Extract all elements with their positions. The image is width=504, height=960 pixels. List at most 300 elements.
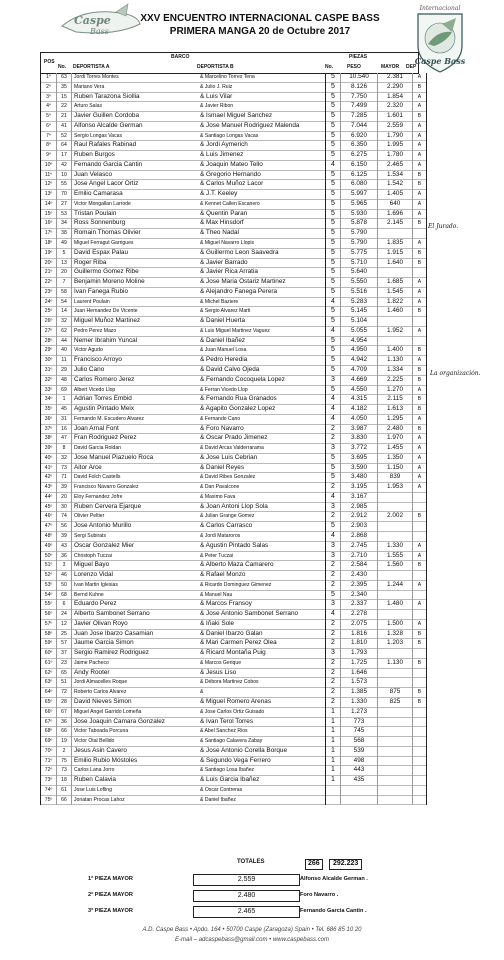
table-row (41, 785, 427, 795)
col-barco: BARCO (171, 54, 190, 60)
row-angler-a: Javier Guillen Cordoba (74, 112, 140, 120)
row-biggest: 1.400 (378, 346, 413, 356)
row-position: 45º (41, 502, 57, 512)
row-position: 41º (41, 463, 57, 473)
totals-weight: 292.223 (329, 859, 362, 870)
row-biggest: 1.542 (378, 180, 413, 190)
row-dep: A (413, 356, 427, 366)
row-pieces: 4 (326, 297, 341, 307)
row-boat-number: 66 (57, 795, 72, 805)
row-boat-number: 74 (57, 512, 72, 522)
row-angler-a: Sergi Subirats (74, 532, 106, 539)
row-angler-b: & Alejandro Fanega Perera (200, 287, 326, 297)
table-row (41, 297, 427, 307)
row-boat-number: 7 (57, 278, 72, 288)
row-biggest: 1.601 (378, 112, 413, 122)
row-angler-b: & Julio J. Ruiz (200, 82, 326, 92)
row-weight: 4.950 (341, 346, 378, 356)
row-pieces: 5 (326, 278, 341, 288)
table-row (41, 668, 427, 678)
row-boat-number: 65 (57, 668, 72, 678)
row-dep: B (413, 112, 427, 122)
row-angler-b: & Fernando Cocoquela Lopez (200, 375, 326, 385)
row-dep (413, 746, 427, 756)
row-pieces: 1 (326, 737, 341, 747)
row-weight: 3.830 (341, 434, 378, 444)
row-biggest (378, 707, 413, 717)
row-position: 24º (41, 297, 57, 307)
row-weight: 7.044 (341, 121, 378, 131)
row-position: 14º (41, 199, 57, 209)
row-dep: B (413, 82, 427, 92)
row-weight: 2.985 (341, 502, 378, 512)
row-boat-number: 52 (57, 131, 72, 141)
row-pieces: 1 (326, 717, 341, 727)
row-angler-a: Oscar Gonzalez Mier (74, 541, 135, 549)
row-biggest: 1.970 (378, 434, 413, 444)
row-boat-number: 18 (57, 776, 72, 786)
row-biggest: 2.320 (378, 102, 413, 112)
row-dep: A (413, 102, 427, 112)
row-angler-a: Olivier Peltier (74, 513, 105, 520)
row-dep (413, 522, 427, 532)
row-dep: B (413, 170, 427, 180)
row-angler-b: & (200, 688, 326, 698)
row-angler-a: Francisco Navarro Gonzalez (74, 484, 139, 491)
row-position: 7º (41, 131, 57, 141)
row-biggest: 1.130 (378, 356, 413, 366)
row-dep: B (413, 688, 427, 698)
row-biggest (378, 268, 413, 278)
row-angler-a: Jaime Pacheco (74, 659, 109, 666)
row-position: 20º (41, 258, 57, 268)
table-row (41, 414, 427, 424)
row-dep: B (413, 248, 427, 258)
row-position: 23º (41, 287, 57, 297)
row-biggest: 1.953 (378, 483, 413, 493)
row-boat-number: 30 (57, 502, 72, 512)
row-boat-number: 35 (57, 82, 72, 92)
row-biggest: 1.613 (378, 405, 413, 415)
row-angler-b: & Ismael Miguel Sanchez (200, 112, 326, 122)
row-position: 63º (41, 678, 57, 688)
row-biggest (378, 737, 413, 747)
row-angler-a: Fernando Garcia Cantin (74, 160, 143, 168)
row-angler-b: & Jordi Mataroros (200, 531, 326, 541)
row-angler-b: & Santiago Losa Ibañez (200, 766, 326, 776)
row-position: 2º (41, 82, 57, 92)
col-piezas: PIEZAS (349, 54, 368, 60)
row-angler-a: Jonatan Procas Lahoz (74, 796, 125, 803)
row-boat-number: 58 (57, 287, 72, 297)
row-angler-b: & Joaquin Mateo Tello (200, 160, 326, 170)
row-position: 26º (41, 317, 57, 327)
row-angler-a: Ivan Martin Iglesias (74, 581, 118, 588)
row-angler-b: & Javier Ribon (200, 102, 326, 112)
row-boat-number: 5 (57, 248, 72, 258)
row-position: 69º (41, 737, 57, 747)
row-boat-number: 32 (57, 317, 72, 327)
row-dep (413, 776, 427, 786)
row-boat-number: 3 (57, 561, 72, 571)
row-pieces: 5 (326, 73, 341, 82)
row-position: 27º (41, 326, 57, 336)
row-boat-number: 69 (57, 385, 72, 395)
row-pieces: 2 (326, 668, 341, 678)
row-dep (413, 268, 427, 278)
row-biggest: 1.555 (378, 551, 413, 561)
row-dep: A (413, 414, 427, 424)
row-angler-b: & Oscar Prado Jimenez (200, 434, 326, 444)
row-weight: 5.878 (341, 219, 378, 229)
row-biggest: 1.952 (378, 326, 413, 336)
row-pieces: 5 (326, 307, 341, 317)
row-pieces: 2 (326, 698, 341, 708)
row-pieces: 2 (326, 424, 341, 434)
row-angler-b: & Carlos Carrasco (200, 522, 326, 532)
table-row (41, 688, 427, 698)
row-biggest: 1.696 (378, 209, 413, 219)
row-boat-number: 71 (57, 473, 72, 483)
row-pieces: 3 (326, 444, 341, 454)
row-angler-a: Ross Sonnenburg (74, 219, 126, 227)
row-boat-number: 20 (57, 268, 72, 278)
row-biggest: 2.381 (378, 73, 413, 82)
row-angler-b: & Agustin Pintado Salas (200, 541, 326, 551)
row-biggest (378, 229, 413, 239)
row-angler-a: Roger Riba (74, 258, 107, 266)
row-weight: 3.480 (341, 473, 378, 483)
row-biggest (378, 590, 413, 600)
row-biggest (378, 766, 413, 776)
row-biggest: 1.295 (378, 414, 413, 424)
results-table (40, 73, 427, 805)
row-pieces: 5 (326, 317, 341, 327)
row-weight: 435 (341, 776, 378, 786)
row-position: 64º (41, 688, 57, 698)
prize-2-label: 2ª PIEZA MAYOR (88, 892, 133, 898)
row-biggest: 1.460 (378, 307, 413, 317)
row-dep: A (413, 92, 427, 102)
table-row (41, 356, 427, 366)
row-position: 60º (41, 649, 57, 659)
row-weight: 6.080 (341, 180, 378, 190)
row-pieces: 2 (326, 688, 341, 698)
row-weight: 5.550 (341, 278, 378, 288)
row-weight: 1.725 (341, 658, 378, 668)
row-angler-a: Agustin Pintado Meix (74, 405, 135, 413)
row-pieces (326, 795, 341, 805)
row-boat-number: 45 (57, 405, 72, 415)
row-pieces: 5 (326, 365, 341, 375)
table-row (41, 610, 427, 620)
row-weight: 6.350 (341, 141, 378, 151)
row-biggest (378, 502, 413, 512)
row-dep: B (413, 307, 427, 317)
row-position: 56º (41, 610, 57, 620)
row-position: 17º (41, 229, 57, 239)
table-row (41, 571, 427, 581)
row-pieces: 4 (326, 326, 341, 336)
row-position: 25º (41, 307, 57, 317)
row-weight: 2.278 (341, 610, 378, 620)
row-dep (413, 590, 427, 600)
footer-contact: E-mail – adcaspebass@gmail.com • www.caspebass.com (175, 937, 329, 943)
table-row (41, 483, 427, 493)
table-row (41, 121, 427, 131)
row-angler-a: Andy Rooter (74, 668, 110, 676)
row-angler-b: & Oscar Contreras (200, 785, 326, 795)
row-biggest (378, 336, 413, 346)
row-angler-b: & Quentin Paran (200, 209, 326, 219)
row-angler-a: Jordi Torres Montes (74, 74, 119, 80)
row-boat-number: 47 (57, 434, 72, 444)
row-boat-number: 14 (57, 307, 72, 317)
row-biggest (378, 776, 413, 786)
row-weight: 2.395 (341, 580, 378, 590)
row-angler-b: & Luis Miguel Martinez Vaguez (200, 326, 326, 336)
row-angler-a: Sergio Ramirez Rodriguez (74, 649, 149, 657)
row-position: 16º (41, 219, 57, 229)
row-biggest: 2.465 (378, 160, 413, 170)
row-weight: 7.499 (341, 102, 378, 112)
prize-1-winner: Alfonso Alcalde German . (300, 876, 368, 882)
row-biggest: 1.270 (378, 385, 413, 395)
row-angler-b: & Miguel Navarro Llopis (200, 239, 326, 249)
row-angler-a: Raul Rafales Rabinad (74, 141, 137, 149)
row-pieces: 5 (326, 131, 341, 141)
table-row (41, 73, 427, 82)
row-biggest: 1.545 (378, 287, 413, 297)
row-pieces: 5 (326, 92, 341, 102)
table-row (41, 795, 427, 805)
row-angler-a: Ruben Cervera Ejarque (74, 502, 142, 510)
row-pieces: 3 (326, 600, 341, 610)
row-dep: B (413, 365, 427, 375)
row-boat-number: 46 (57, 571, 72, 581)
table-row (41, 561, 427, 571)
row-position: 72º (41, 766, 57, 776)
row-weight: 4.315 (341, 395, 378, 405)
row-position: 29º (41, 346, 57, 356)
row-position: 4º (41, 102, 57, 112)
row-biggest: 2.145 (378, 219, 413, 229)
prize-2-winner: Foro Navarro . (300, 892, 339, 898)
table-row (41, 336, 427, 346)
row-boat-number: 29 (57, 365, 72, 375)
row-boat-number: 24 (57, 610, 72, 620)
svg-text:Internacional: Internacional (419, 5, 461, 12)
row-angler-b: & Kennet Callen Escanero (200, 199, 326, 209)
row-weight: 498 (341, 756, 378, 766)
row-boat-number: 70 (57, 190, 72, 200)
table-row (41, 639, 427, 649)
row-weight: 1.816 (341, 629, 378, 639)
row-position: 54º (41, 590, 57, 600)
row-dep (413, 717, 427, 727)
row-biggest: 2.290 (378, 82, 413, 92)
row-position: 52º (41, 571, 57, 581)
row-angler-b: & Iñaki Sole (200, 619, 326, 629)
table-row (41, 326, 427, 336)
row-angler-a: Roberto Carlos Alvarez (74, 689, 127, 696)
row-boat-number: 75 (57, 756, 72, 766)
row-biggest: 1.822 (378, 297, 413, 307)
row-pieces: 4 (326, 160, 341, 170)
row-angler-b: & Daniel Ibarzo Galan (200, 629, 326, 639)
row-pieces: 5 (326, 141, 341, 151)
row-biggest: 1.560 (378, 561, 413, 571)
row-weight: 443 (341, 766, 378, 776)
row-position: 73º (41, 776, 57, 786)
row-weight: 1.810 (341, 639, 378, 649)
row-pieces: 5 (326, 522, 341, 532)
totals-label: TOTALES (237, 859, 265, 865)
row-angler-a: Ruben Tarazona Siollia (74, 92, 140, 100)
row-angler-b: & Jordi Aymerich (200, 141, 326, 151)
row-biggest (378, 727, 413, 737)
row-weight: 5.710 (341, 258, 378, 268)
row-boat-number: 39 (57, 531, 72, 541)
row-dep: A (413, 141, 427, 151)
row-boat-number: 17 (57, 151, 72, 161)
row-position: 43º (41, 483, 57, 493)
row-pieces: 3 (326, 649, 341, 659)
row-pieces: 1 (326, 766, 341, 776)
row-angler-a: Sergio Longas Vacas (74, 132, 123, 139)
row-angler-a: Ruben Burgos (74, 151, 115, 159)
row-dep (413, 795, 427, 805)
row-angler-a: Alberto Sambonet Serrano (74, 610, 150, 618)
row-biggest (378, 531, 413, 541)
prize-1-value: 2.559 (193, 874, 300, 886)
row-pieces: 5 (326, 287, 341, 297)
row-angler-b: & Max Hinsdorf (200, 219, 326, 229)
row-pieces: 5 (326, 268, 341, 278)
row-biggest: 2.559 (378, 121, 413, 131)
table-row (41, 619, 427, 629)
row-weight: 6.275 (341, 151, 378, 161)
row-weight: 2.584 (341, 561, 378, 571)
row-angler-b: & Daniel Huerta (200, 317, 326, 327)
row-dep: A (413, 444, 427, 454)
row-angler-a: Javier Olivan Royo (74, 619, 128, 627)
row-angler-b: & David Calvo Ojeda (200, 365, 326, 375)
row-angler-a: Miguel Angel Garrido Lomeña (74, 708, 142, 715)
row-position: 47º (41, 522, 57, 532)
row-position: 58º (41, 629, 57, 639)
row-pieces: 5 (326, 209, 341, 219)
col-piezas-no: No. (325, 64, 334, 70)
row-angler-a: Alfonso Alcalde German (74, 121, 143, 129)
row-boat-number: 31 (57, 414, 72, 424)
table-row (41, 463, 427, 473)
table-row (41, 541, 427, 551)
row-boat-number: 6 (57, 600, 72, 610)
row-weight: 2.075 (341, 619, 378, 629)
row-pieces: 5 (326, 346, 341, 356)
row-biggest (378, 571, 413, 581)
row-weight: 5.790 (341, 239, 378, 249)
row-dep (413, 727, 427, 737)
row-angler-a: Jose Angel Lacor Ortiz (74, 180, 139, 188)
row-biggest: 1.915 (378, 248, 413, 258)
table-row (41, 453, 427, 463)
row-dep: B (413, 629, 427, 639)
table-row (41, 405, 427, 415)
row-pieces: 5 (326, 199, 341, 209)
row-weight: 5.104 (341, 317, 378, 327)
table-row (41, 268, 427, 278)
col-mayor: MAYOR (381, 64, 400, 70)
row-dep (413, 737, 427, 747)
col-deportista-b: DEPORTISTA B (197, 64, 234, 70)
table-row (41, 160, 427, 170)
row-angler-a: Victor Agudo (74, 347, 103, 354)
table-row (41, 112, 427, 122)
row-weight: 6.150 (341, 160, 378, 170)
row-dep: B (413, 561, 427, 571)
row-pieces: 2 (326, 639, 341, 649)
row-dep: B (413, 512, 427, 522)
row-dep: A (413, 239, 427, 249)
row-angler-b: & Jesus Liso (200, 668, 326, 678)
row-weight (341, 795, 378, 805)
row-dep: A (413, 160, 427, 170)
row-dep: B (413, 424, 427, 434)
table-row (41, 649, 427, 659)
row-dep: A (413, 209, 427, 219)
row-position: 50º (41, 551, 57, 561)
row-pieces: 4 (326, 610, 341, 620)
row-dep: A (413, 199, 427, 209)
row-angler-b: & Carlos Muñoz Lacor (200, 180, 326, 190)
table-row (41, 92, 427, 102)
row-dep: A (413, 483, 427, 493)
row-boat-number: 32 (57, 453, 72, 463)
row-position: 61º (41, 658, 57, 668)
row-angler-b: & Manuel Nau (200, 590, 326, 600)
row-boat-number: 49 (57, 239, 72, 249)
row-biggest: 640 (378, 199, 413, 209)
table-row (41, 512, 427, 522)
row-biggest: 1.150 (378, 463, 413, 473)
row-angler-a: Carlos Romero Jerez (74, 375, 135, 383)
row-weight: 1.385 (341, 688, 378, 698)
row-position: 5º (41, 112, 57, 122)
row-pieces: 2 (326, 619, 341, 629)
row-boat-number: 39 (57, 483, 72, 493)
footer-address: A.D. Caspe Bass • Apdo. 164 • 50700 Caspe (Zaragoza) Spain • Tel. 686 85 10 20 (142, 927, 362, 933)
row-dep: A (413, 453, 427, 463)
row-weight: 1.573 (341, 678, 378, 688)
row-weight: 3.695 (341, 453, 378, 463)
row-angler-b: & Jose Luis Cebrian (200, 453, 326, 463)
row-biggest: 1.405 (378, 190, 413, 200)
row-weight: 2.430 (341, 571, 378, 581)
row-boat-number: 16 (57, 424, 72, 434)
row-position: 34º (41, 395, 57, 405)
row-dep: A (413, 463, 427, 473)
col-no: No. (58, 64, 67, 70)
row-pieces: 1 (326, 756, 341, 766)
row-boat-number: 66 (57, 727, 72, 737)
row-pieces: 5 (326, 239, 341, 249)
row-dep (413, 707, 427, 717)
row-angler-b: & Jose Manuel Rodriguez Malenda (200, 121, 326, 131)
row-angler-b: & J.T. Keeley (200, 190, 326, 200)
table-row (41, 317, 427, 327)
